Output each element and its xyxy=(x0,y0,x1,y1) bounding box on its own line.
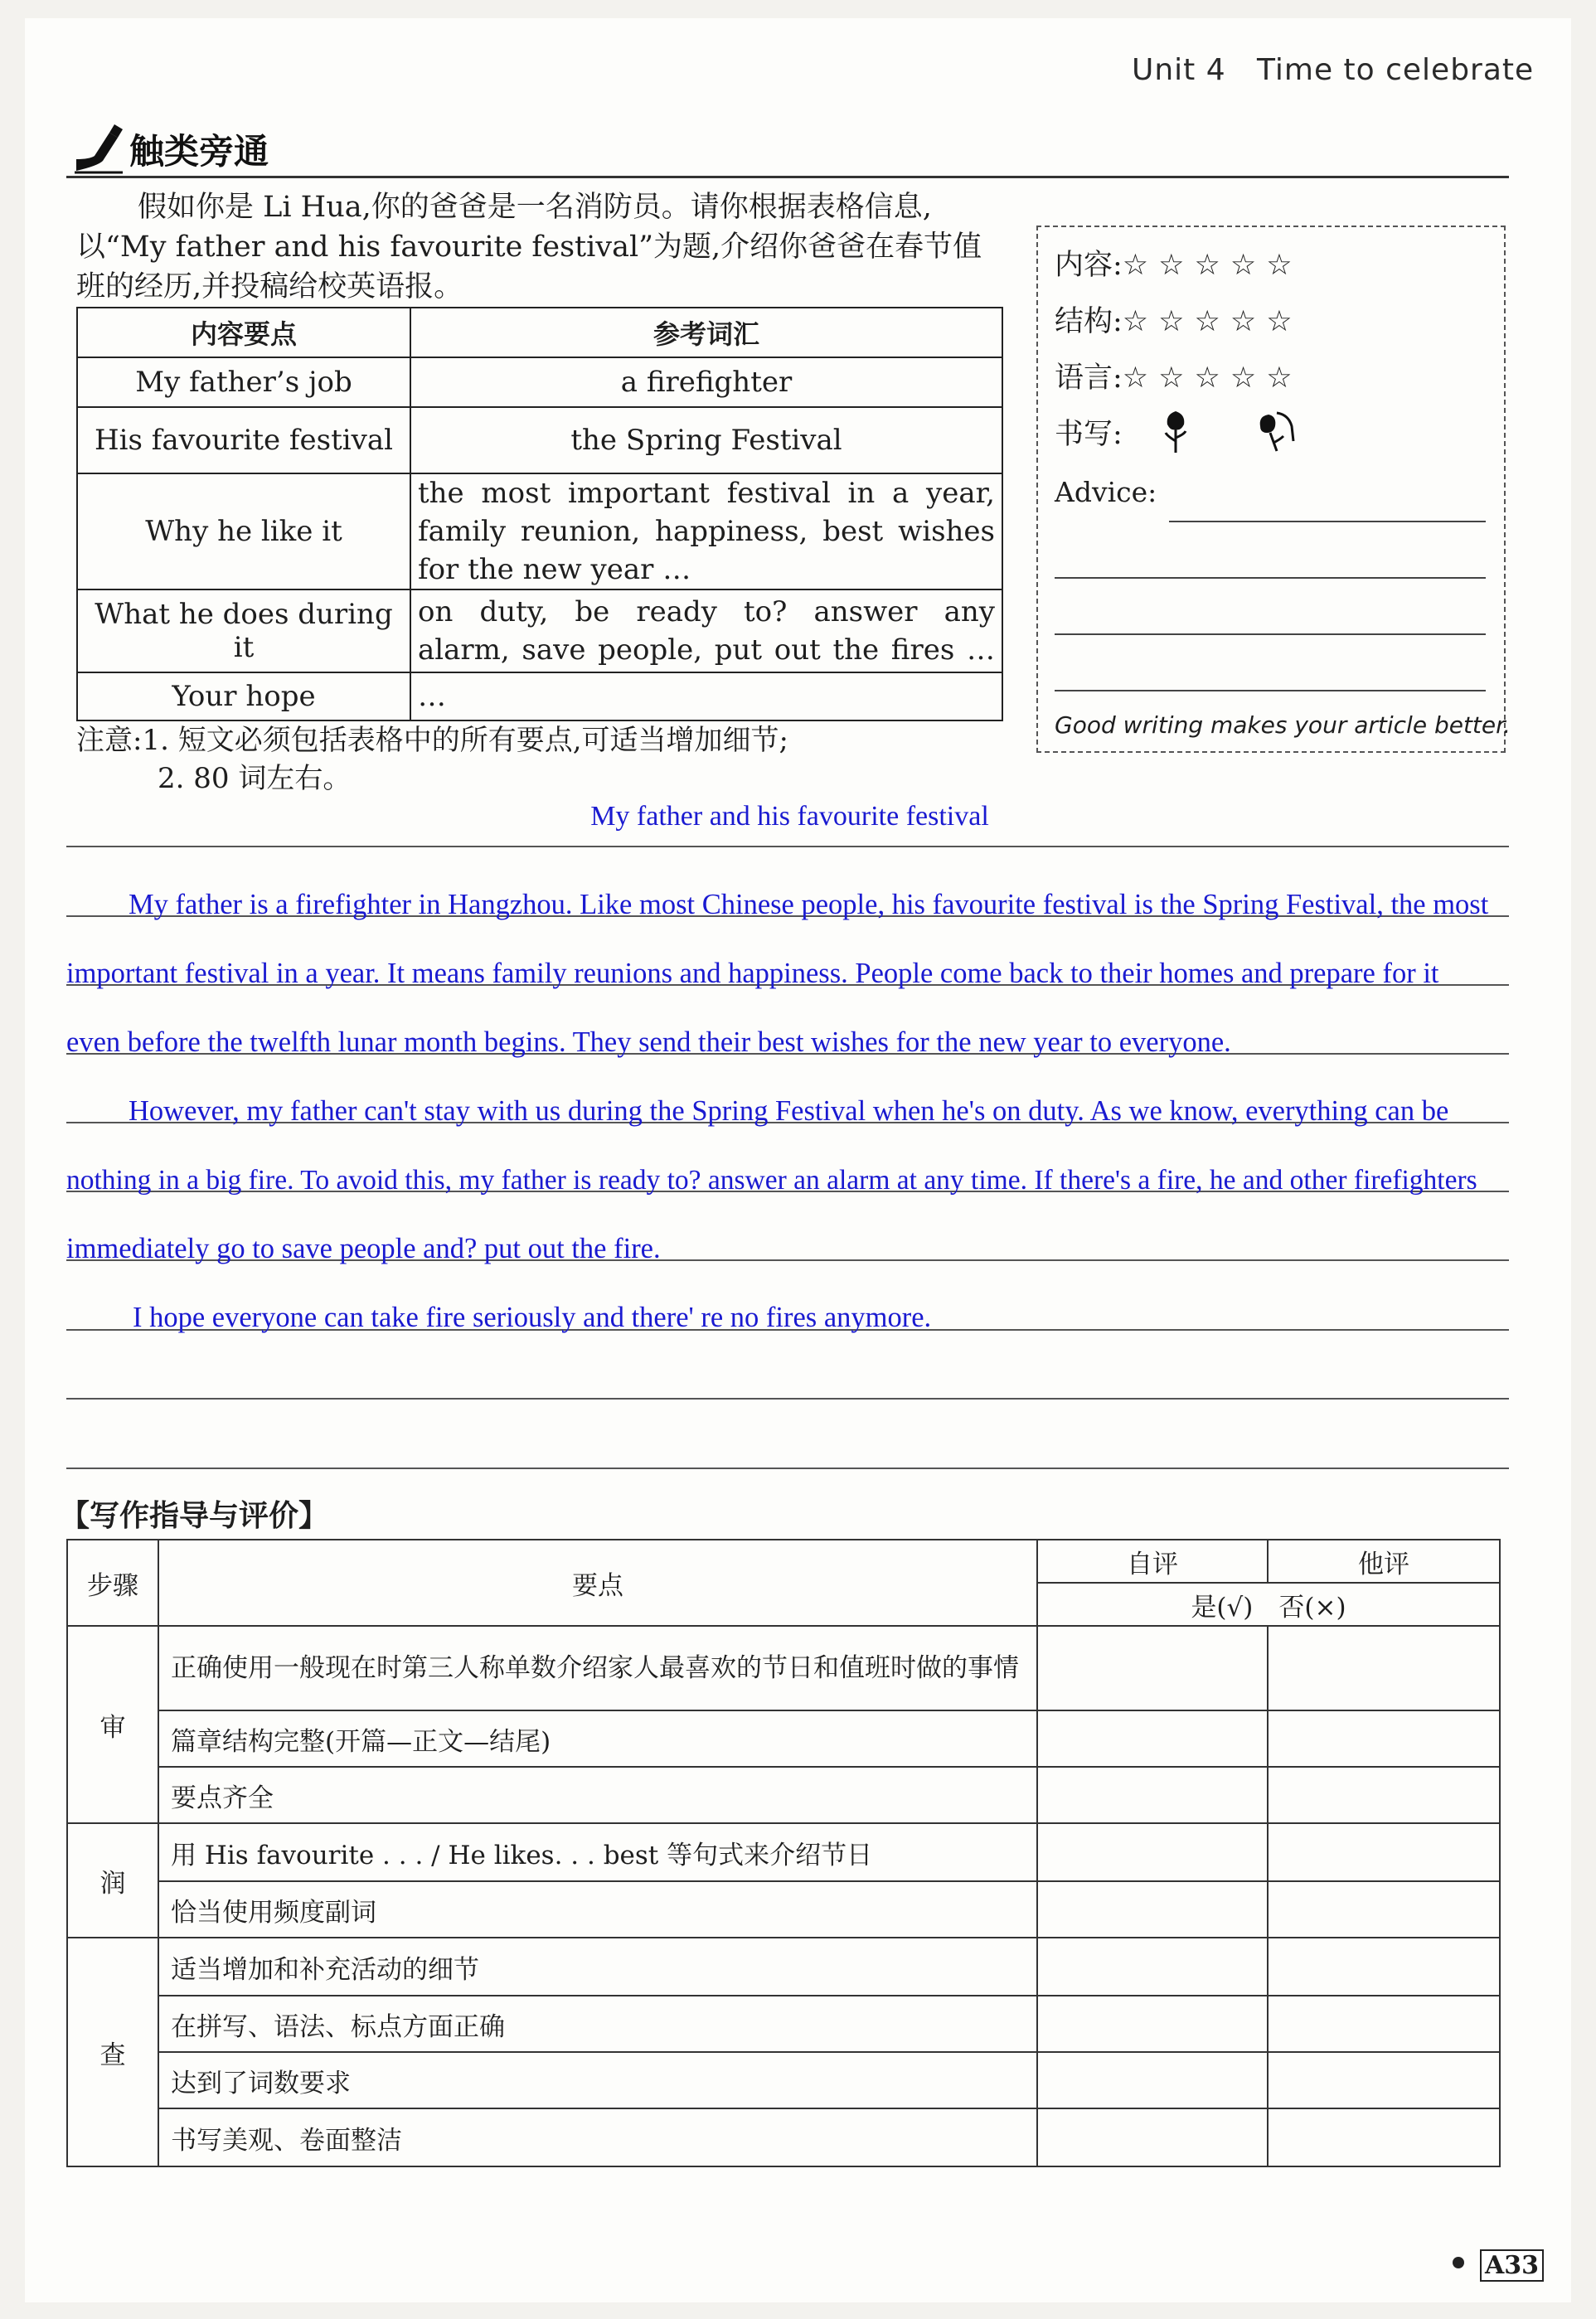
peer-eval-cell[interactable] xyxy=(1268,2108,1500,2166)
self-eval-cell[interactable] xyxy=(1037,2108,1268,2166)
step-cell: 查 xyxy=(67,1938,158,2166)
vocab-cell: … xyxy=(410,672,1002,720)
self-eval-header: 自评 xyxy=(1037,1540,1268,1583)
step-cell: 审 xyxy=(67,1626,158,1823)
page-dot-icon xyxy=(1453,2257,1464,2268)
guide-row xyxy=(67,1938,1500,1996)
vocab-line: the most important festival in a year, xyxy=(418,477,995,510)
star-rating[interactable]: ☆☆☆☆☆ xyxy=(1122,249,1303,282)
vocab-line: for the new year … xyxy=(418,553,691,586)
guide-row xyxy=(67,1823,1500,1881)
self-eval-cell[interactable] xyxy=(1037,1710,1268,1767)
table-row xyxy=(77,357,1002,407)
essay-line: nothing in a big fire. To avoid this, my father is ready to? answer an alarm at any time. If there's a fire, he and other firefighters xyxy=(66,1165,1477,1196)
self-eval-cell[interactable] xyxy=(1037,1823,1268,1881)
point-cell: 要点齐全 xyxy=(158,1767,1037,1823)
essay-line: important festival in a year. It means family reunions and happiness. People come back to their homes and prepare for it xyxy=(66,958,1439,989)
guide-row xyxy=(67,1881,1500,1938)
eval-writing-label: 书写: xyxy=(1055,418,1123,451)
peer-eval-header: 他评 xyxy=(1268,1540,1500,1583)
guide-row xyxy=(67,1767,1500,1823)
essay-body xyxy=(66,871,1592,1352)
table-row xyxy=(77,589,1002,672)
point-cell: Why he like it xyxy=(77,473,410,589)
point-cell: 在拼写、语法、标点方面正确 xyxy=(158,1996,1037,2052)
point-cell: Your hope xyxy=(77,672,410,720)
essay-line: I hope everyone can take fire seriously and there' re no fires anymore. xyxy=(133,1302,932,1333)
point-cell: 适当增加和补充活动的细节 xyxy=(158,1938,1037,1996)
star-rating[interactable]: ☆☆☆☆☆ xyxy=(1122,305,1303,338)
advice-label: Advice: xyxy=(1055,476,1157,508)
eval-structure xyxy=(1055,298,1303,340)
essay-title: My father and his favourite festival xyxy=(590,801,989,832)
advice-line[interactable] xyxy=(1055,577,1486,579)
point-cell: His favourite festival xyxy=(77,407,410,473)
title-rule xyxy=(66,176,1509,178)
writing-line xyxy=(66,846,1509,847)
table-header-row xyxy=(77,308,1002,357)
point-cell: 达到了词数要求 xyxy=(158,2052,1037,2108)
unit-title: Time to celebrate xyxy=(1256,53,1535,87)
eval-language xyxy=(1055,355,1303,396)
evaluation-box xyxy=(1036,226,1511,753)
guide-row xyxy=(67,2108,1500,2166)
peer-eval-cell[interactable] xyxy=(1268,1767,1500,1823)
advice-line[interactable] xyxy=(1055,633,1486,635)
peer-eval-cell[interactable] xyxy=(1268,2052,1500,2108)
point-cell: 恰当使用频度副词 xyxy=(158,1881,1037,1938)
header-reference-vocab: 参考词汇 xyxy=(410,308,1002,357)
wilted-flower-icon[interactable] xyxy=(1252,408,1298,454)
notes xyxy=(76,721,788,798)
step-header: 步骤 xyxy=(67,1540,158,1626)
point-cell: 篇章结构完整(开篇—正文—结尾) xyxy=(158,1710,1037,1767)
peer-eval-cell[interactable] xyxy=(1268,1823,1500,1881)
point-cell: What he does during it xyxy=(77,589,410,672)
header-content-points: 内容要点 xyxy=(77,308,410,357)
eval-content xyxy=(1055,242,1303,284)
step-cell: 润 xyxy=(67,1823,158,1938)
self-eval-cell[interactable] xyxy=(1037,1996,1268,2052)
yes-no-legend: 是(√) 否(×) xyxy=(1037,1583,1500,1626)
table-row xyxy=(77,672,1002,720)
note-line-1: 注意:1. 短文必须包括表格中的所有要点,可适当增加细节; xyxy=(76,724,788,757)
point-cell: My father’s job xyxy=(77,357,410,407)
vocab-line: family reunion, happiness, best wishes xyxy=(418,515,995,548)
writing-line xyxy=(66,1398,1509,1400)
essay-line: My father is a firefighter in Hangzhou. Like most Chinese people, his favourite festival is the Spring Festival, the most xyxy=(129,889,1489,920)
peer-eval-cell[interactable] xyxy=(1268,1938,1500,1996)
essay-line: immediately go to save people and? put out the fire. xyxy=(66,1233,661,1264)
point-cell: 书写美观、卷面整洁 xyxy=(158,2108,1037,2166)
peer-eval-cell[interactable] xyxy=(1268,1996,1500,2052)
guide-row xyxy=(67,1626,1500,1710)
table-row xyxy=(77,473,1002,589)
guide-table xyxy=(66,1539,1501,2167)
vocab-cell: the Spring Festival xyxy=(410,407,1002,473)
vocab-line: alarm, save people, put out the fires … xyxy=(418,633,995,667)
essay-line: even before the twelfth lunar month begins. They send their best wishes for the new year to everyone. xyxy=(66,1026,1231,1058)
writing-line xyxy=(66,1468,1509,1469)
upright-flower-icon[interactable] xyxy=(1161,408,1191,454)
peer-eval-cell[interactable] xyxy=(1268,1881,1500,1938)
self-eval-cell[interactable] xyxy=(1037,1881,1268,1938)
eval-language-label: 语言: xyxy=(1055,361,1123,395)
pen-icon xyxy=(73,123,124,174)
vocab-cell: a firefighter xyxy=(410,357,1002,407)
unit-number: Unit 4 xyxy=(1132,53,1226,87)
vocab-cell xyxy=(410,473,1002,589)
point-cell: 用 His favourite . . . / He likes. . . best 等句式来介绍节日 xyxy=(158,1823,1037,1881)
essay-line: However, my father can't stay with us during the Spring Festival when he's on duty. As we know, everything can be xyxy=(129,1095,1449,1127)
writing-prompt: 假如你是 Li Hua,你的爸爸是一名消防员。请你根据表格信息,以“My father and his favourite festival”为题,介绍你爸爸在春节值班的经历,并投稿给校英语报。 xyxy=(76,191,982,303)
section-title: 触类旁通 xyxy=(129,131,269,172)
good-writing-footer: Good writing makes your article better. xyxy=(1055,711,1511,739)
peer-eval-cell[interactable] xyxy=(1268,1710,1500,1767)
guide-header-row xyxy=(67,1540,1500,1583)
self-eval-cell[interactable] xyxy=(1037,1767,1268,1823)
eval-structure-label: 结构: xyxy=(1055,305,1123,338)
advice-line[interactable] xyxy=(1169,521,1486,522)
self-eval-cell[interactable] xyxy=(1037,2052,1268,2108)
guide-row xyxy=(67,2052,1500,2108)
unit-header xyxy=(1132,53,1534,87)
self-eval-cell[interactable] xyxy=(1037,1938,1268,1996)
guide-row xyxy=(67,1710,1500,1767)
eval-content-label: 内容: xyxy=(1055,249,1123,282)
page-number: A33 xyxy=(1480,2249,1544,2282)
point-header: 要点 xyxy=(158,1540,1037,1626)
table-row xyxy=(77,407,1002,473)
advice-line[interactable] xyxy=(1055,690,1486,691)
vocab-line: on duty, be ready to? answer any xyxy=(418,595,995,628)
self-eval-cell[interactable] xyxy=(1037,1626,1268,1710)
point-cell: 正确使用一般现在时第三人称单数介绍家人最喜欢的节日和值班时做的事情 xyxy=(158,1626,1037,1710)
guide-title: 【写作指导与评价】 xyxy=(60,1499,329,1533)
note-line-2: 2. 80 词左右。 xyxy=(158,762,352,795)
requirements-table xyxy=(76,307,1003,721)
eval-writing xyxy=(1055,411,1123,453)
guide-row xyxy=(67,1996,1500,2052)
peer-eval-cell[interactable] xyxy=(1268,1626,1500,1710)
star-rating[interactable]: ☆☆☆☆☆ xyxy=(1122,361,1303,395)
vocab-cell xyxy=(410,589,1002,672)
